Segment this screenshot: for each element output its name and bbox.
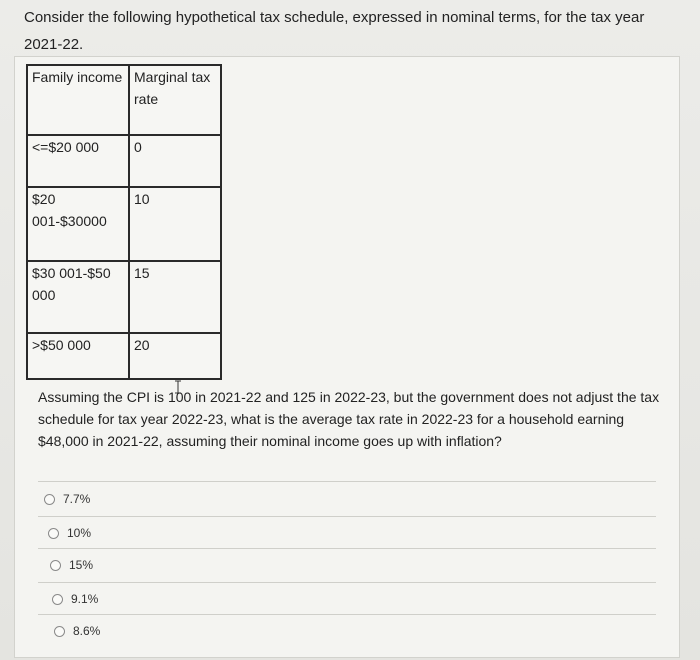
rate-cell: 0 — [129, 135, 221, 187]
option-label: 10% — [67, 526, 92, 540]
income-cell: $30 001-$50 000 — [27, 261, 129, 333]
table-row — [27, 135, 221, 187]
radio-button[interactable] — [44, 494, 55, 505]
header-family-income: Family income — [27, 65, 129, 135]
income-cell: <=$20 000 — [27, 135, 129, 187]
option-7-7-percent[interactable] — [44, 492, 90, 506]
income-cell: $20 001-$30000 — [27, 187, 129, 261]
option-label: 8.6% — [73, 624, 101, 638]
option-divider — [38, 516, 656, 517]
option-8-6-percent[interactable] — [54, 624, 100, 638]
table-row — [27, 261, 221, 333]
income-cell: >$50 000 — [27, 333, 129, 379]
option-divider — [38, 582, 656, 583]
intro-text: Consider the following hypothetical tax schedule, expressed in nominal terms, for the tax year 2021-22. — [24, 9, 645, 53]
rate-cell: 20 — [129, 333, 221, 379]
option-9-1-percent[interactable] — [52, 592, 98, 606]
option-15-percent[interactable] — [50, 558, 93, 572]
option-divider — [38, 481, 656, 482]
radio-button[interactable] — [52, 594, 63, 605]
question-text: Assuming the CPI is 100 in 2021-22 and 125 in 2022-23, but the government does not adjust the tax schedule for tax year 2022-23, what is the average tax rate in 2022-23 for a household earning $48,000 in 2021-22, assuming their nominal income goes up with inflation? — [38, 389, 660, 449]
option-10-percent[interactable] — [48, 526, 91, 540]
option-divider — [38, 614, 656, 615]
table-row — [27, 333, 221, 379]
radio-button[interactable] — [48, 528, 59, 539]
header-marginal-tax-rate: Marginal tax rate — [129, 65, 221, 135]
table-row — [27, 187, 221, 261]
option-label: 9.1% — [71, 592, 99, 606]
rate-cell: 10 — [129, 187, 221, 261]
tax-schedule-table — [26, 64, 222, 380]
option-divider — [38, 548, 656, 549]
option-label: 7.7% — [63, 492, 91, 506]
table-header-row — [27, 65, 221, 135]
option-label: 15% — [69, 558, 94, 572]
radio-button[interactable] — [54, 626, 65, 637]
rate-cell: 15 — [129, 261, 221, 333]
radio-button[interactable] — [50, 560, 61, 571]
